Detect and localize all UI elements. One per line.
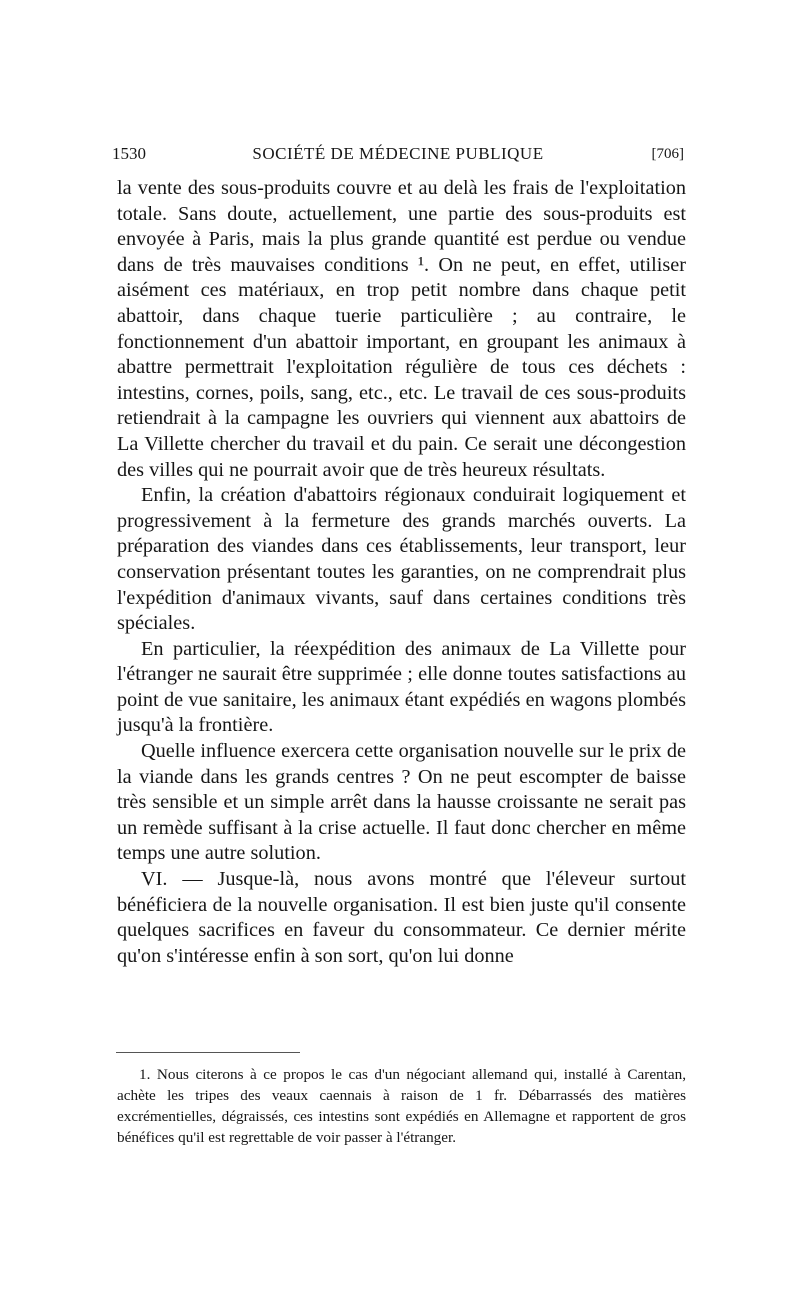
paragraph-4: Quelle influence exercera cette organisation nouvelle sur le prix de la viande dans les grands centres ? On ne peut escompter de baisse très sensible et un simple arrêt dans la hausse croissante ne serait pas un remède suffisant à la crise actuelle. Il faut donc chercher en même temps une autre solution. bbox=[117, 740, 686, 865]
paragraph-2: Enfin, la création d'abattoirs régionaux conduirait logiquement et progressivement à la fermeture des grands marchés ouverts. La préparation des viandes dans ces établissements, leur transport, leur conservation présentant toutes les garanties, on ne comprendrait plus l'expédition d'animaux vivants, sauf dans certaines conditions très spéciales. bbox=[117, 484, 686, 635]
page-number: 1530 bbox=[112, 144, 146, 163]
running-header bbox=[112, 140, 684, 170]
page-reference: [706] bbox=[651, 146, 684, 162]
footnote-divider bbox=[116, 1052, 300, 1053]
paragraph-1: la vente des sous-produits couvre et au delà les frais de l'exploitation totale. Sans doute, actuellement, une partie des sous-produits est envoyée à Paris, mais la plus grande quantité est perdue ou vendue dans de très mauvaises conditions ¹. On ne peut, en effet, utiliser aisément ces matériaux, en trop petit nombre dans chaque petit abattoir, dans chaque tuerie particulière ; au contraire, le fonctionnement d'un abattoir important, en groupant les animaux à abattre permettrait l'exploitation régulière de tous ces déchets : intestins, cornes, poils, sang, etc., etc. Le travail de ces sous-produits retiendrait à la campagne les ouvriers qui viennent aux abattoirs de La Villette chercher du travail et du pain. Ce serait une décongestion des villes qui ne pourrait avoir que de très heureux résultats. bbox=[117, 177, 686, 481]
paragraph-5: VI. — Jusque-là, nous avons montré que l'éleveur surtout bénéficiera de la nouvelle organisation. Il est bien juste qu'il consente quelques sacrifices en faveur du consommateur. Ce dernier mérite qu'on s'intéresse enfin à son sort, qu'on lui donne bbox=[117, 868, 686, 967]
paragraph-3: En particulier, la réexpédition des animaux de La Villette pour l'étranger ne saurait être supprimée ; elle donne toutes satisfactions au point de vue sanitaire, les animaux étant expédiés en wagons plombés jusqu'à la frontière. bbox=[117, 637, 686, 737]
footnote-text: 1. Nous citerons à ce propos le cas d'un négociant allemand qui, installé à Carentan, achète les tripes des veaux caennais à raison de 1 fr. Débarrassés des matières excrémentielles, dégraissés, ces intestins sont expédiés en Allemagne et rapportent de gros bénéfices qu'il est regrettable de voir passer à l'étranger. bbox=[117, 1066, 686, 1146]
running-title: SOCIÉTÉ DE MÉDECINE PUBLIQUE bbox=[252, 144, 544, 163]
body-text bbox=[117, 176, 686, 969]
footnote bbox=[117, 1064, 686, 1148]
